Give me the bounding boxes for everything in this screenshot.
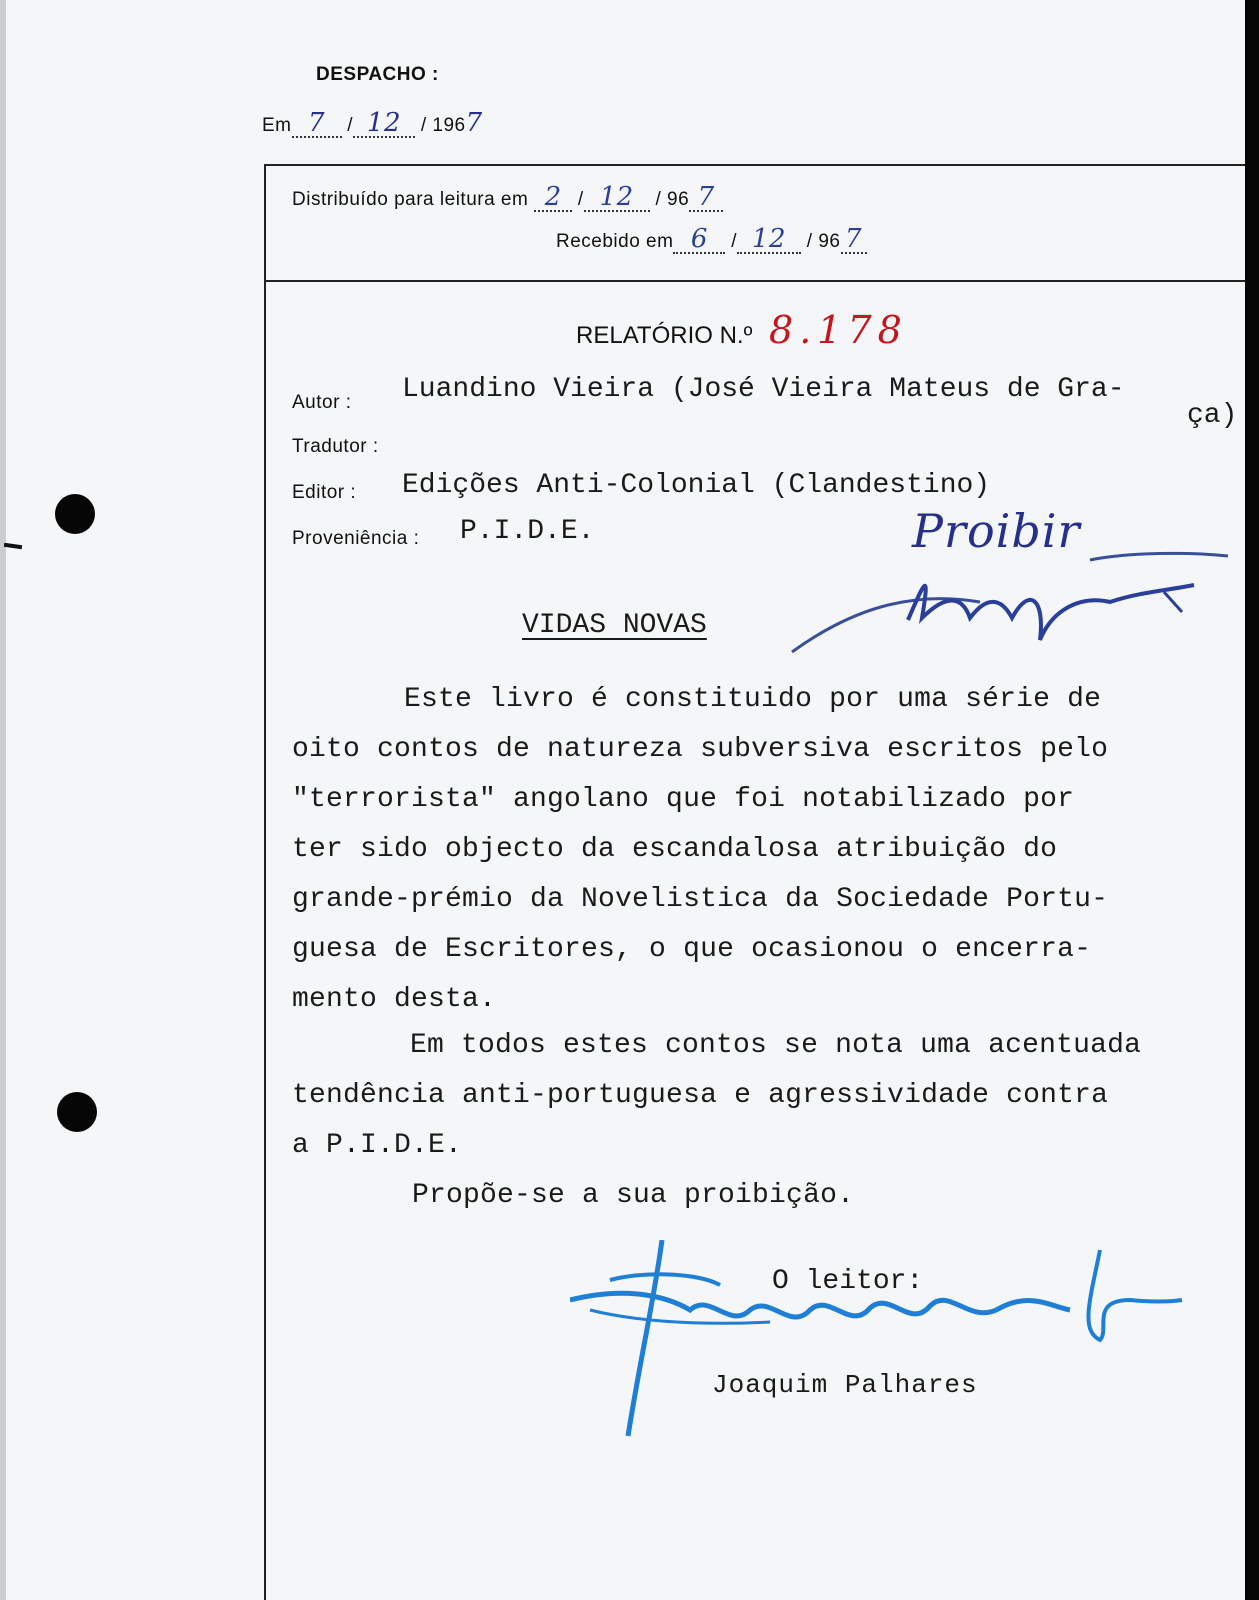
frame-middle-line (264, 280, 1245, 282)
body-line-7: mento desta. (292, 984, 497, 1015)
edge-mark (4, 543, 22, 549)
paper-left-edge (0, 0, 6, 1600)
distribution-month: 12 (584, 184, 650, 212)
report-number-row (576, 308, 908, 352)
punch-hole-bottom (57, 1092, 97, 1132)
body-line-6: guesa de Escritores, o que ocasionou o encerra- (292, 934, 1092, 965)
received-date: Recebido em 6 / 12 / 96 7 (556, 226, 867, 254)
report-number: 8.178 (769, 308, 908, 352)
reader-name: Joaquim Palhares (712, 1370, 978, 1400)
proveniencia-label: Proveniência : (292, 528, 420, 549)
received-year-prefix: 96 (818, 231, 841, 252)
frame-top-line (264, 164, 1245, 166)
despacho-month: 12 (353, 110, 415, 138)
body-line-8: Em todos estes contos se nota uma acentuada (410, 1030, 1142, 1061)
received-year-suffix: 7 (841, 226, 867, 254)
despacho-day: 7 (292, 110, 342, 138)
despacho-date: Em 7 / 12 / 1967 (262, 108, 483, 138)
distribution-date: Distribuído para leitura em 2 / 12 / 96 7 (292, 184, 723, 212)
editor-label: Editor : (292, 482, 357, 503)
autor-value: Luandino Vieira (José Vieira Mateus de Gra- (402, 374, 1125, 405)
body-line-9: tendência anti-portuguesa e agressividade contra (292, 1080, 1109, 1111)
body-line-1: Este livro é constituido por uma série de (404, 684, 1102, 715)
received-day: 6 (673, 226, 725, 254)
punch-hole-top (55, 494, 95, 534)
proveniencia-value: P.I.D.E. (460, 516, 595, 547)
body-line-3: "terrorista" angolano que foi notabilizado por (292, 784, 1075, 815)
report-label: RELATÓRIO N.º (576, 322, 753, 349)
distribution-label: Distribuído para leitura em (292, 189, 529, 210)
decision-annotation: Proibir (912, 504, 1081, 558)
body-line-11: Propõe-se a sua proibição. (412, 1180, 855, 1211)
body-line-2: oito contos de natureza subversiva escritos pelo (292, 734, 1109, 765)
decision-signature-scribble (790, 540, 1240, 660)
body-line-5: grande-prémio da Novelistica da Sociedade Portu- (292, 884, 1109, 915)
despacho-year-suffix: 7 (465, 108, 483, 138)
book-title: VIDAS NOVAS (522, 610, 707, 641)
editor-value: Edições Anti-Colonial (Clandestino) (402, 470, 991, 501)
distribution-year-suffix: 7 (689, 184, 723, 212)
distribution-year-prefix: 96 (667, 189, 690, 210)
frame-left-line (264, 165, 266, 1600)
reader-label: O leitor: (772, 1266, 924, 1297)
tradutor-label: Tradutor : (292, 436, 379, 457)
despacho-em-label: Em (262, 115, 292, 136)
distribution-day: 2 (534, 184, 572, 212)
body-line-10: a P.I.D.E. (292, 1130, 463, 1161)
reader-signature-scribble (570, 1240, 1190, 1440)
paper-right-edge (1245, 0, 1259, 1600)
received-label: Recebido em (556, 231, 674, 252)
body-line-4: ter sido objecto da escandalosa atribuição do (292, 834, 1058, 865)
despacho-year-prefix: 196 (432, 115, 466, 136)
autor-value-continuation: ça) (1187, 400, 1238, 431)
autor-label: Autor : (292, 392, 352, 413)
received-month: 12 (737, 226, 801, 254)
despacho-label: DESPACHO : (316, 64, 439, 85)
